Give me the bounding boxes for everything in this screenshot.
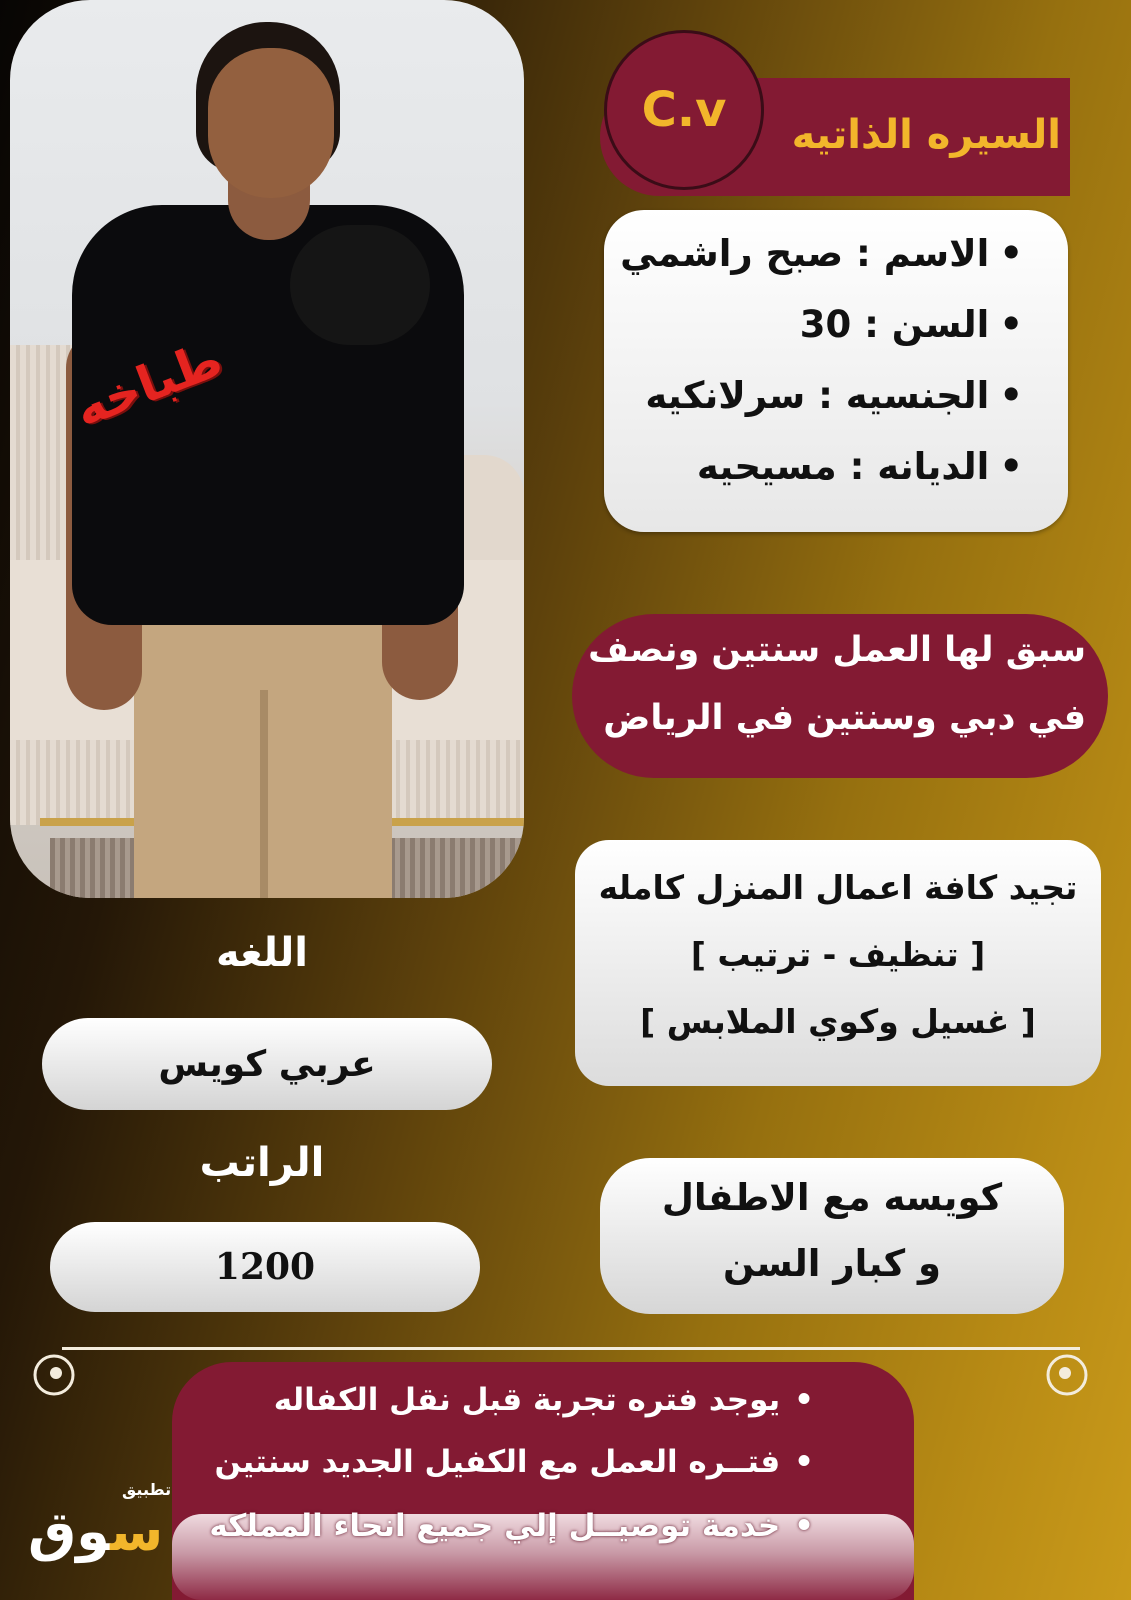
note-item xyxy=(215,1444,814,1480)
app-logo-caption: تطبيق xyxy=(122,1480,172,1499)
app-logo-text: وق xyxy=(28,1500,111,1563)
personal-info-box xyxy=(604,210,1068,532)
skills-box xyxy=(575,840,1101,1086)
app-logo-accent: س xyxy=(110,1500,164,1563)
divider xyxy=(62,1347,1080,1350)
person-legs-split xyxy=(260,690,268,898)
religion-text: الديانه : مسيحيه xyxy=(696,445,990,488)
name-text: الاسم : صبح راشمي xyxy=(620,232,990,275)
experience-box xyxy=(572,614,1108,778)
salary-value: 1200 xyxy=(50,1222,480,1312)
language-value: عربي كويس xyxy=(42,1018,492,1110)
flower-brooch xyxy=(290,225,430,345)
info-nationality xyxy=(645,374,1023,417)
care-line: كويسه مع الاطفال xyxy=(661,1176,1003,1219)
care-line: و كبار السن xyxy=(722,1242,942,1285)
skills-line: [ تنظيف - ترتيب ] xyxy=(690,935,986,974)
bullet-icon: • xyxy=(999,374,1023,417)
bullet-icon: • xyxy=(794,1508,814,1544)
note-item xyxy=(274,1382,814,1418)
note-text: يوجد فتره تجربة قبل نقل الكفاله xyxy=(273,1382,781,1418)
notes-box xyxy=(172,1362,914,1600)
experience-line: في دبي وسنتين في الرياض xyxy=(603,698,1086,738)
cv-badge: C.v xyxy=(604,30,764,190)
candidate-photo xyxy=(10,0,524,898)
person-face xyxy=(208,48,334,198)
skills-line: تجيد كافة اعمال المنزل كامله xyxy=(598,868,1078,907)
salary-heading: الراتب xyxy=(199,1140,325,1186)
swirl-ornament-icon xyxy=(32,1353,76,1397)
info-religion xyxy=(697,445,1023,488)
job-title-label: طباخه xyxy=(66,329,230,439)
bullet-icon: • xyxy=(794,1382,814,1418)
language-heading: اللغه xyxy=(216,930,308,976)
note-text: خدمة توصيــل إلي جميع انحاء المملكه xyxy=(209,1508,781,1544)
age-text: السن : 30 xyxy=(799,303,990,346)
info-age xyxy=(800,303,1023,346)
bullet-icon: • xyxy=(999,303,1023,346)
care-box xyxy=(600,1158,1064,1314)
bullet-icon: • xyxy=(999,232,1023,275)
swirl-ornament-icon xyxy=(1045,1353,1089,1397)
skills-line: [ غسيل وكوي الملابس ] xyxy=(640,1002,1036,1041)
note-item xyxy=(209,1508,814,1544)
note-text: فتــره العمل مع الكفيل الجديد سنتين xyxy=(214,1444,781,1480)
info-name xyxy=(620,232,1023,275)
app-logo xyxy=(28,1500,163,1563)
page-title: السيره الذاتيه xyxy=(791,112,1061,158)
nationality-text: الجنسيه : سرلانكيه xyxy=(645,374,990,417)
bullet-icon: • xyxy=(999,445,1023,488)
bullet-icon: • xyxy=(794,1444,814,1480)
experience-line: سبق لها العمل سنتين ونصف xyxy=(588,630,1086,670)
